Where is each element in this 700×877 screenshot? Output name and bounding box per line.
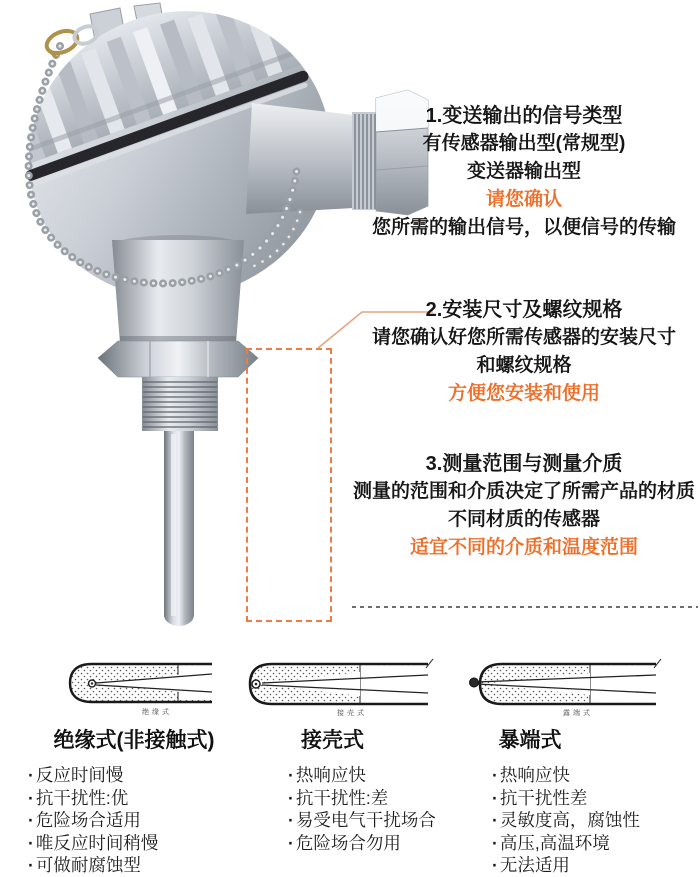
diagram-exposed-tip: [466, 654, 666, 716]
section2-line2: 和螺纹规格: [476, 355, 572, 376]
section-measuring-range: [348, 450, 700, 562]
list-item: · 反应时间慢: [28, 764, 240, 787]
dashed-separator: [352, 606, 698, 608]
column-insulated-heading: 绝缘式(非接触式): [53, 729, 215, 752]
list-item: · 热响应快: [288, 764, 470, 787]
diagram-caption-grounded: 接壳式: [337, 710, 367, 717]
head-neck: [112, 235, 244, 344]
probe-sheath: [164, 431, 194, 626]
list-item: · 抗干扰性差: [492, 787, 698, 810]
section2-line1: 请您确认好您所需传感器的安装尺寸: [371, 327, 676, 348]
list-item: · 易受电气干扰场合: [288, 809, 470, 832]
diagram-caption-exposed: 露端式: [563, 710, 593, 717]
column-exposed-heading: 暴端式: [498, 729, 562, 752]
column-grounded-heading: 接壳式: [301, 729, 364, 752]
diagram-grounded-tip: [242, 654, 438, 716]
diagram-caption-insulated: 绝缘式: [142, 709, 172, 716]
section3-line1: 测量的范围和介质决定了所需产品的材质: [352, 481, 695, 502]
column-exposed: [440, 726, 698, 877]
column-insulated-list: [28, 764, 240, 877]
section2-title: 2.安装尺寸及螺纹规格: [425, 299, 623, 321]
list-item: · 危险场合勿用: [288, 832, 470, 855]
section1-line2: 变送器输出型: [466, 161, 581, 182]
section1-line1: 有传感器输出型(常规型): [422, 133, 626, 154]
section-signal-type: [348, 102, 700, 242]
list-item: · 灵敏度高，腐蚀性: [492, 809, 698, 832]
list-item: · 抗干扰性:差: [288, 787, 470, 810]
list-item: · 危险场合适用: [28, 809, 240, 832]
list-item: · 可做耐腐蚀型: [28, 854, 240, 877]
column-insulated: [28, 726, 240, 877]
section1-highlight: 请您确认: [485, 189, 562, 210]
section2-highlight: 方便您安装和使用: [447, 383, 600, 404]
section-mounting: [348, 296, 700, 408]
diagram-insulated-tip: [62, 654, 214, 716]
threaded-nipple: [142, 377, 218, 431]
list-item: · 热响应快: [492, 764, 698, 787]
section3-highlight: 适宜不同的介质和温度范围: [409, 537, 638, 558]
list-item: · 无法适用: [492, 854, 698, 877]
list-item: · 高压,高温环境: [492, 832, 698, 855]
section3-title: 3.测量范围与测量介质: [425, 453, 623, 475]
list-item: · 唯反应时间稍慢: [28, 832, 240, 855]
dimension-highlight-box: [246, 348, 332, 622]
hex-nut: [98, 336, 258, 377]
column-exposed-list: [440, 764, 698, 877]
section1-title: 1.变送输出的信号类型: [425, 105, 623, 127]
list-item: · 抗干扰性:优: [28, 787, 240, 810]
column-grounded-list: [240, 764, 470, 854]
column-grounded: [240, 726, 470, 854]
section3-line2: 不同材质的传感器: [447, 509, 600, 530]
section1-line3: 您所需的输出信号，以便信号的传输: [371, 217, 676, 238]
